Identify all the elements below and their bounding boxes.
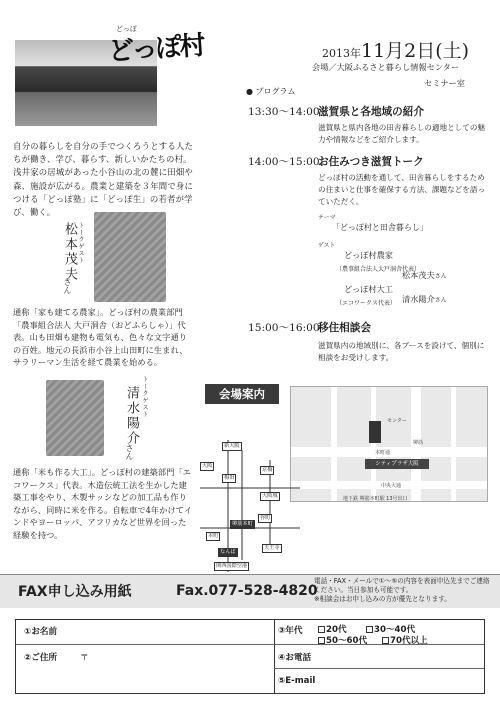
guest-bio: 通称「米も作る大工」。どっぽ村の建築部門「エコワークス」代表。木造伝統工法を生かした建築工事をやり、木製サッシなどの加工品も作りながら、同時に米を作る。自転車で4年かけてインドやヨーロッパ、アフリカなど世界を回った経験を持つ。 xyxy=(13,467,193,540)
age-label: ③年代 xyxy=(278,626,303,636)
slot-desc: どっぽ村の活動を通して、田舎暮らしをするための住まいと仕事を確保する方法、課題などを語っていただく。 xyxy=(318,173,486,206)
checkbox[interactable] xyxy=(366,626,373,633)
guest-bio: 通称「家も建てる農家」。どっぽ村の農業部門「農事組合法人 大戸洞舎（おどふらしゃ）」代表。山も田畑も建物も電気も、色々な文字通りの百姓。地元の長浜市小谷上山田町に生まれ、サラリーマン生活を経て農業を始める。 xyxy=(13,307,188,368)
station-osaka: 大阪 xyxy=(202,463,213,469)
checkbox[interactable] xyxy=(318,626,325,633)
rail-diagram xyxy=(200,440,300,572)
fax-note-line: ※相談会はお申し込みの方が優先となります。 xyxy=(314,595,451,603)
venue-name: 会場／大阪ふるさと暮らし情報センター xyxy=(312,62,460,72)
guest-tag: トークゲスト xyxy=(77,222,84,264)
slot-title: 滋賀県と各地域の紹介 xyxy=(318,106,424,118)
age-option-20s[interactable]: 20代 xyxy=(318,623,347,635)
slot-desc: 滋賀県内の地域別に、各ブースを設けて、個別に相談をお受けします。 xyxy=(318,341,485,362)
station-hommachi: 本町 xyxy=(208,533,219,539)
center-label: センター xyxy=(387,418,407,424)
slot-title: お住みつき滋賀トーク xyxy=(318,156,424,168)
slot-title: 移住相談会 xyxy=(318,322,371,334)
postal-mark: 〒 xyxy=(80,653,89,663)
intro-text: 自分の暮らしを自分の手でつくろうとする人たちが働き、学び、暮らす、新しいかたちの村。浅井家の居城があった小谷山の北の麓に田畑や森、施設が広がる。農業と建築を３年間で身につける「どっぽ塾」に「どっぽ生」の若者が学び、働く。 xyxy=(13,141,194,218)
city-plaza-label: シティプラザ大阪 xyxy=(365,459,429,469)
station-tennoji: 天王寺 xyxy=(264,545,280,551)
logo-ruby: どっぽ xyxy=(116,25,137,33)
fax-number: Fax.077-528-4820 xyxy=(176,583,318,599)
phone-label: ④お電話 xyxy=(278,653,312,663)
age-option-70plus[interactable]: 70代以上 xyxy=(382,634,428,646)
venue-map xyxy=(290,386,488,502)
guest-honorific: さん xyxy=(63,278,72,294)
guest-role-name: 松本茂夫さん xyxy=(402,270,447,280)
slot-time: 15:00～16:00 xyxy=(248,322,320,334)
dopposon-logo: どっぽ村 xyxy=(107,30,205,68)
guest-photo-matsumoto xyxy=(94,212,166,302)
guest-role: どっぽ村大工 xyxy=(344,284,393,294)
application-form xyxy=(15,619,485,694)
program-heading: ● プログラム xyxy=(246,87,296,96)
venue-room: セミナー室 xyxy=(424,78,465,88)
station-kyobashi: 京橋 xyxy=(262,467,273,473)
event-date: 2013年11月2日(土) xyxy=(322,40,470,62)
venue-building xyxy=(369,421,381,443)
map-title: 会場案内 xyxy=(205,384,279,404)
fax-note xyxy=(314,577,496,604)
guest-role: どっぽ村農家 xyxy=(344,250,393,260)
slot-time: 13:30～14:00 xyxy=(248,106,320,118)
station-osakajo: 大阪城 xyxy=(262,493,278,499)
guest-role-name: 清水陽介さん xyxy=(402,294,447,304)
email-label: ⑤E-mail xyxy=(278,676,316,686)
guest-photo-shimizu xyxy=(46,380,104,456)
sakaisuji-label: 堺筋 xyxy=(413,440,424,446)
chuo-label: 中央大通 xyxy=(381,483,402,489)
theme-label: テーマ xyxy=(318,215,336,221)
fax-title: FAX申し込み用紙 xyxy=(18,584,132,600)
slot-time: 14:00～15:00 xyxy=(248,156,320,168)
guest-label: ゲスト xyxy=(318,243,336,249)
station-tanimachi: 谷町 xyxy=(260,515,271,521)
exit-label: 地下鉄 堺筋本町駅 13号出口 xyxy=(343,496,408,502)
age-option-30-40s[interactable]: 30～40代 xyxy=(366,623,415,635)
guest-name: 清水陽介 xyxy=(124,386,139,446)
guest-name: 松本茂夫 xyxy=(62,222,77,282)
theme-text: 「どっぽ村と田舎暮らし」 xyxy=(332,223,428,232)
checkbox[interactable] xyxy=(318,637,325,644)
station-umeda: 梅田 xyxy=(224,475,235,481)
address-label: ②ご住所 xyxy=(24,653,58,663)
honmachi-label: 本町通 xyxy=(375,450,391,456)
station-namba: なんば xyxy=(220,549,236,555)
station-sakaisujihonmachi: 堺筋本町 xyxy=(232,521,253,527)
name-label: ①お名前 xyxy=(24,627,58,637)
guest-role-sub: （エコワークス代表） xyxy=(336,300,396,307)
age-option-50-60s[interactable]: 50～60代 xyxy=(318,634,367,646)
guest-tag: トークゲスト xyxy=(141,376,148,418)
checkbox[interactable] xyxy=(382,637,389,644)
fax-note-line: 電話・FAX・メールで①～⑤の内容を表面申込先までご連絡ください。当日参加も可能です。 xyxy=(314,577,490,594)
slot-desc: 滋賀県と県内各地の田舎暮らしの適地としての魅力や情報などをご紹介します。 xyxy=(318,123,486,144)
guest-role-sub: （農事組合法人大戸洞舎代表） xyxy=(336,266,421,273)
station-shin-osaka: 新大阪 xyxy=(224,443,240,449)
guest-honorific: さん xyxy=(125,444,134,460)
station-kansai-airport: 関西国際空港 xyxy=(216,563,248,569)
